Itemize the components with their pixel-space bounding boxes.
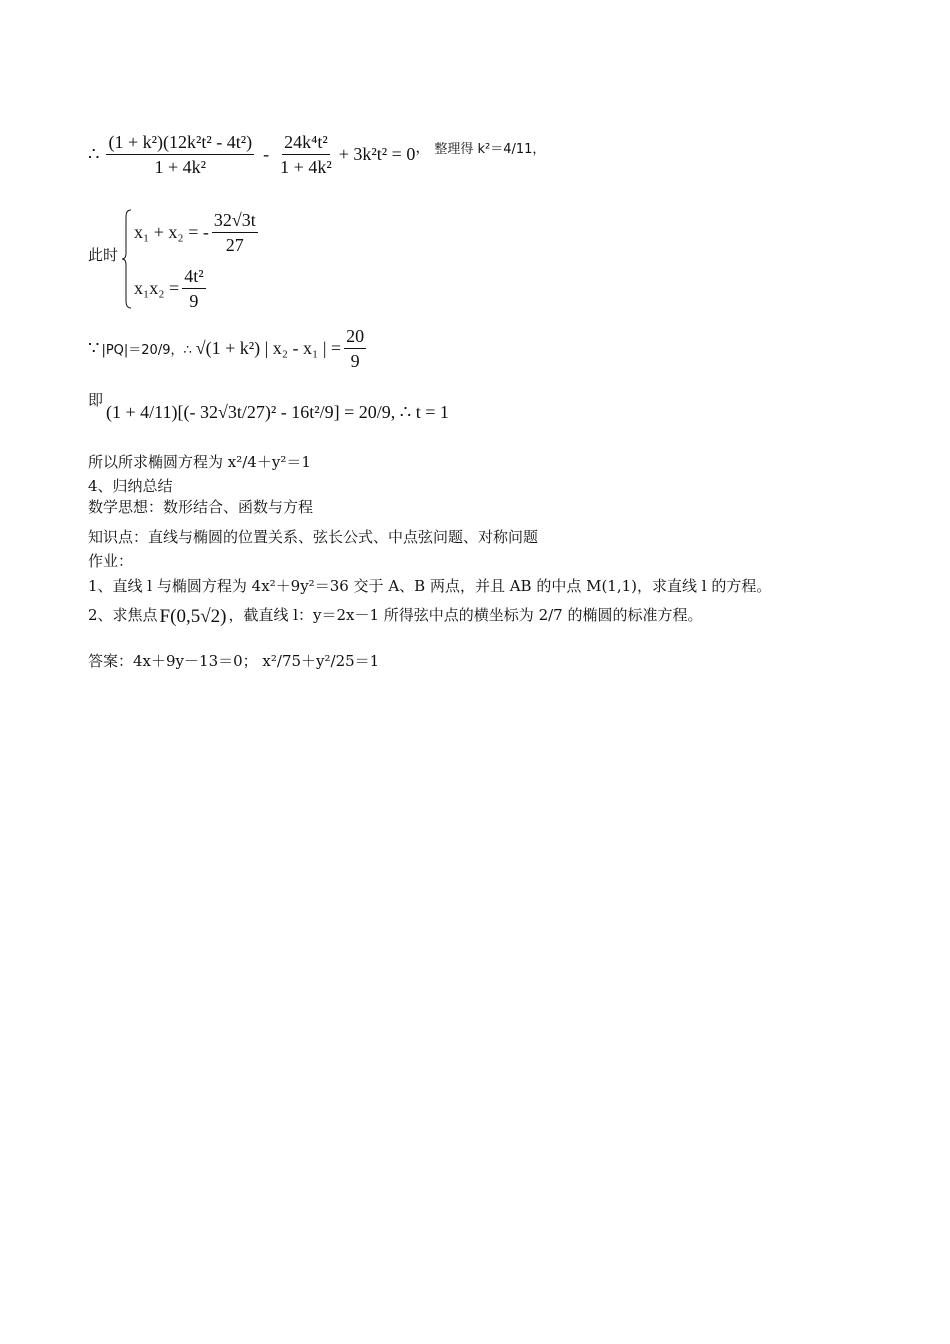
result-line: 所以所求椭圆方程为 x²/4＋y²＝1 xyxy=(88,453,311,471)
homework-2 xyxy=(88,600,703,628)
fraction-2 xyxy=(278,132,334,177)
answer-line: 答案：4x＋9y－13＝0； x²/75＋y²/25＝1 xyxy=(88,652,380,670)
equation-1-tail: + 3k²t² = 0 xyxy=(338,144,416,164)
homework-2-prefix: 2、求焦点 xyxy=(88,605,158,624)
system-equation-a-numerator: 32√3t xyxy=(212,210,258,233)
pq-line xyxy=(88,326,369,371)
ji-equation xyxy=(106,402,449,423)
pq-expression: √(1 + k²) | x₂ - x₁ | = xyxy=(195,338,342,358)
system-equation-a xyxy=(134,210,261,255)
system-equation-a-denominator: 27 xyxy=(225,235,244,255)
system-equation-a-fraction xyxy=(212,210,258,255)
ji-expression: (1 + 4/11)[(- 32√3t/27)² - 16t²/9] = 20/9, ∴ t = 1 xyxy=(106,402,449,422)
system-equation-b-numerator: 4t² xyxy=(182,266,205,289)
therefore-symbol: ∴ xyxy=(88,144,100,164)
equation-1-comma: ， xyxy=(415,138,431,156)
fraction-1-denominator: 1 + 4k² xyxy=(154,157,207,177)
pq-fraction-numerator: 20 xyxy=(344,326,366,349)
system-equation-b-denominator: 9 xyxy=(189,291,199,311)
homework-1: 1、直线 l 与椭圆方程为 4x²＋9y²＝36 交于 A、B 两点，并且 AB 的中点 M(1,1)，求直线 l 的方程。 xyxy=(88,577,772,595)
ji-label: 即 xyxy=(88,391,104,409)
system-equation-b-left: x₁x₂ = xyxy=(134,278,180,298)
homework-2-focus: F(0,5√2) xyxy=(159,606,227,627)
because-symbol: ∵ xyxy=(88,338,100,358)
equation-1-note: 整理得 k²＝4/11， xyxy=(434,142,546,157)
fraction-2-numerator: 24k⁴t² xyxy=(282,132,330,155)
system-equation-b xyxy=(134,266,209,311)
system-equation-a-left: x₁ + x₂ = - xyxy=(134,222,209,242)
homework-2-suffix: ，截直线 l：y＝2x－1 所得弦中点的横坐标为 2/7 的椭圆的标准方程。 xyxy=(228,605,703,624)
fraction-2-denominator: 1 + 4k² xyxy=(280,157,332,177)
system-equation-b-fraction xyxy=(182,266,205,311)
pq-text: |PQ|＝20/9，∴ xyxy=(101,343,192,358)
equation-1 xyxy=(88,132,545,177)
system-label: 此时 xyxy=(88,246,119,264)
minus-sign: - xyxy=(263,144,270,164)
pq-fraction xyxy=(344,326,366,371)
thinking-line: 数学思想：数形结合、函数与方程 xyxy=(88,498,314,516)
fraction-1-numerator: (1 + k²)(12k²t² - 4t²) xyxy=(106,132,254,155)
knowledge-line: 知识点：直线与椭圆的位置关系、弦长公式、中点弦问题、对称问题 xyxy=(88,528,539,546)
section-4-heading: 4、归纳总结 xyxy=(88,477,173,495)
homework-heading: 作业： xyxy=(88,552,134,570)
left-brace-icon xyxy=(122,209,132,309)
pq-fraction-denominator: 9 xyxy=(350,351,360,371)
fraction-1 xyxy=(106,132,254,177)
